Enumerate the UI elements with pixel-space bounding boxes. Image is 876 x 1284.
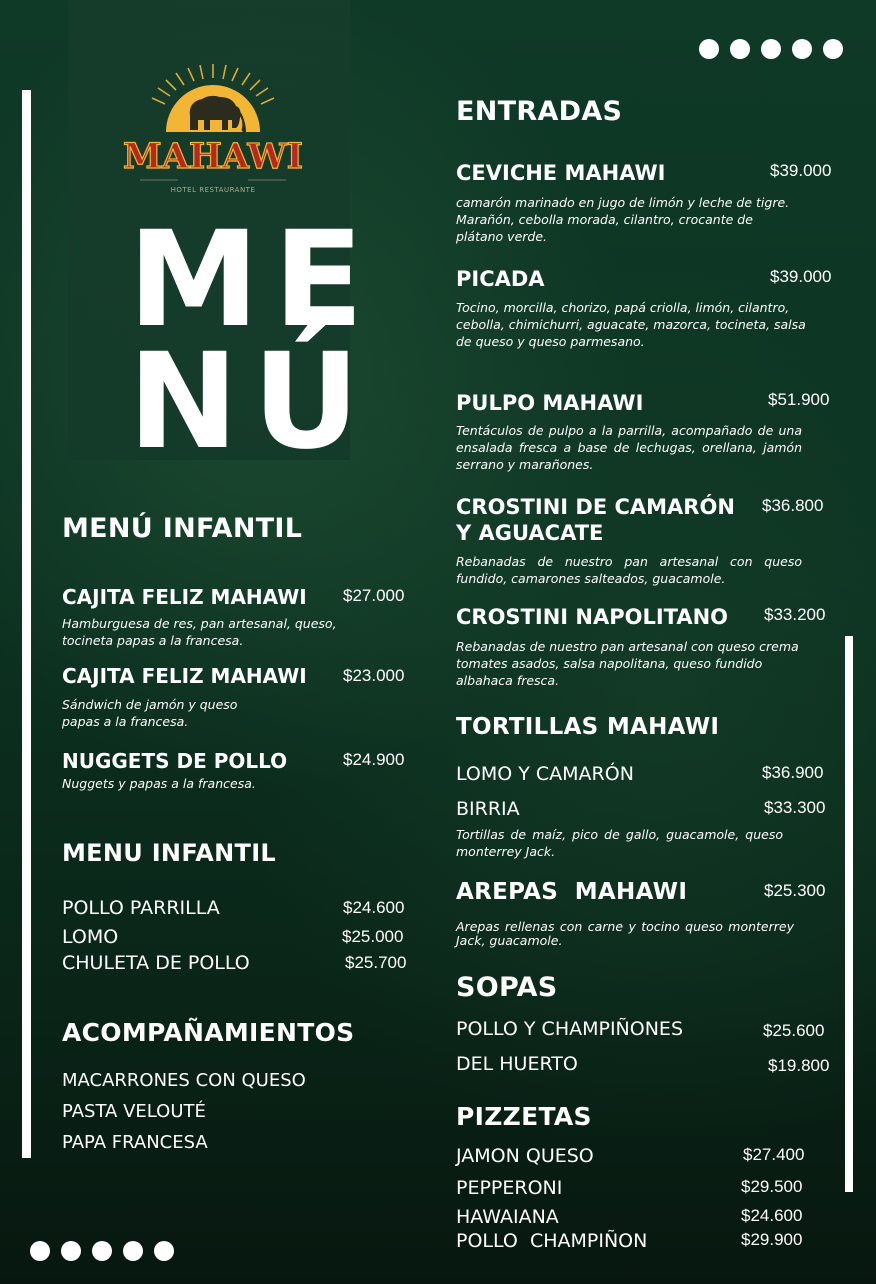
menu-item-name: HAWAIANA [456, 1206, 559, 1228]
menu-item-desc: Hamburguesa de res, pan artesanal, queso, tocineta papas a la francesa. [62, 616, 337, 648]
section-heading-menu-infantil-2: MENU INFANTIL [62, 839, 277, 867]
menu-item-name: POLLO PARRILLA [62, 897, 220, 919]
menu-item-price: $51.900 [768, 390, 830, 409]
menu-item-price: $24.900 [343, 750, 405, 769]
menu-item-desc: Nuggets y papas a la francesa. [62, 776, 256, 791]
dot [30, 1241, 50, 1261]
section-heading-sopas: SOPAS [456, 972, 558, 1003]
section-heading-tortillas: TORTILLAS MAHAWI [456, 714, 720, 740]
menu-item-name: CROSTINI NAPOLITANO [456, 605, 729, 629]
menu-item-price: $29.500 [741, 1177, 803, 1196]
menu-item-price: $25.700 [345, 953, 407, 972]
section-heading-pizzetas: PIZZETAS [456, 1102, 592, 1131]
menu-item-name: NUGGETS DE POLLO [62, 749, 288, 773]
dot [761, 39, 781, 59]
menu-item-desc: Rebanadas de nuestro pan artesanal con queso fundido, camarones salteados, guacamole. [456, 554, 802, 586]
left-divider-bar [22, 90, 31, 1158]
arepas-price: $25.300 [764, 881, 826, 900]
menu-item-price: $33.200 [764, 605, 826, 624]
menu-item-desc: Tentáculos de pulpo a la parrilla, acompañado de una ensalada fresca a base de lechugas, orellana, jamón serrano y marañones. [456, 423, 802, 472]
menu-item-price: $39.000 [770, 161, 832, 180]
menu-item-name-line2: Y AGUACATE [456, 521, 604, 545]
dot [792, 39, 812, 59]
menu-item-name: CHULETA DE POLLO [62, 952, 250, 974]
dot [699, 39, 719, 59]
menu-item-desc: Sándwich de jamón y queso papas a la francesa. [62, 697, 238, 729]
menu-item-price: $19.800 [768, 1056, 830, 1075]
dot [61, 1241, 81, 1261]
menu-item-desc: Tocino, morcilla, chorizo, papá criolla, limón, cilantro, cebolla, chimichurri, aguacate, mazorca, tocineta, salsa de queso y queso parmesano. [456, 300, 806, 349]
menu-item-desc: Rebanadas de nuestro pan artesanal con queso crema tomates asados, salsa napolitana, queso fundido albahaca fresca. [456, 639, 799, 688]
dots-top-right [699, 39, 843, 59]
menu-item-price: $25.600 [763, 1021, 825, 1040]
dots-bottom-left [30, 1241, 174, 1261]
menu-item-price: $39.000 [770, 267, 832, 286]
dot [823, 39, 843, 59]
arepas-desc: Arepas rellenas con carne y tocino queso monterrey Jack, guacamole. [456, 919, 794, 948]
menu-item-name: PICADA [456, 267, 545, 291]
menu-item-name: JAMON QUESO [456, 1145, 594, 1167]
dot [730, 39, 750, 59]
menu-item-price: $24.600 [741, 1206, 803, 1225]
menu-item-name: CEVICHE MAHAWI [456, 161, 666, 185]
brand-logo [118, 56, 308, 196]
section-heading-arepas: AREPAS MAHAWI [456, 879, 688, 905]
menu-item-name: POLLO Y CHAMPIÑONES [456, 1018, 683, 1040]
menu-title-line2: NÚ [128, 325, 374, 479]
menu-item-name: LOMO [62, 926, 119, 948]
menu-item-price: $36.900 [762, 763, 824, 782]
brand-tagline: HOTEL RESTAURANTE [170, 186, 256, 194]
menu-item-price: $25.000 [342, 927, 404, 946]
menu-item-name: LOMO Y CAMARÓN [456, 763, 634, 785]
brand-name: MAHAWI [122, 136, 304, 177]
dot [92, 1241, 112, 1261]
menu-item-name: CAJITA FELIZ MAHAWI [62, 585, 307, 609]
menu-item-name: PULPO MAHAWI [456, 391, 644, 415]
menu-item-name-line1: CROSTINI DE CAMARÓN [456, 495, 735, 519]
elephant-sun-icon [118, 56, 308, 196]
menu-item-price: $27.400 [743, 1145, 805, 1164]
section-heading-entradas: ENTRADAS [456, 96, 623, 127]
side-dish-item: PAPA FRANCESA [62, 1132, 208, 1153]
menu-item-name: POLLO CHAMPIÑON [456, 1230, 648, 1252]
menu-item-price: $33.300 [764, 798, 826, 817]
menu-item-desc: Tortillas de maíz, pico de gallo, guacamole, queso monterrey Jack. [456, 827, 783, 859]
right-divider-bar [845, 636, 853, 1192]
menu-item-price: $23.000 [343, 666, 405, 685]
side-dish-item: PASTA VELOUTÉ [62, 1101, 206, 1122]
dot [154, 1241, 174, 1261]
side-dish-item: MACARRONES CON QUESO [62, 1070, 306, 1091]
menu-item-name: CAJITA FELIZ MAHAWI [62, 664, 307, 688]
menu-item-price: $27.000 [343, 586, 405, 605]
dot [123, 1241, 143, 1261]
menu-item-price: $29.900 [741, 1230, 803, 1249]
menu-item-price: $36.800 [762, 496, 824, 515]
menu-item-desc: camarón marinado en jugo de limón y leche de tigre. Marañón, cebolla morada, cilantro, crocante de plátano verde. [456, 195, 790, 244]
menu-item-name: PEPPERONI [456, 1177, 563, 1199]
menu-title-line1: ME [128, 203, 378, 357]
section-heading-menu-infantil: MENÚ INFANTIL [62, 513, 303, 544]
menu-item-name: BIRRIA [456, 798, 520, 820]
section-heading-acompanamientos: ACOMPAÑAMIENTOS [62, 1018, 355, 1047]
menu-item-price: $24.600 [343, 898, 405, 917]
menu-item-name: DEL HUERTO [456, 1053, 578, 1075]
